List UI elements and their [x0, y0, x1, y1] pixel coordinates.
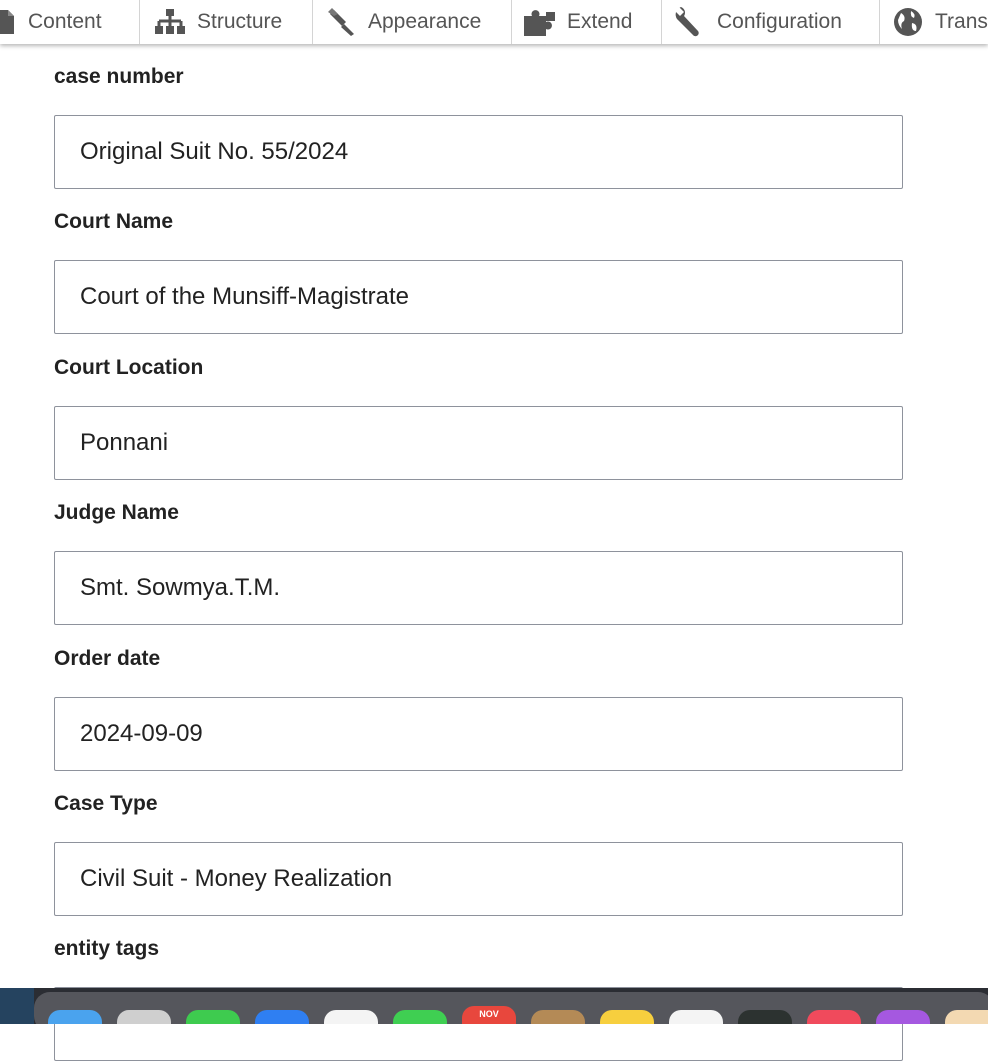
- toolbar-tab-configuration[interactable]: [662, 0, 880, 44]
- podcasts-icon[interactable]: [876, 1010, 930, 1024]
- order-date-label: Order date: [54, 647, 161, 670]
- toolbar-tab-label: Structure: [197, 10, 283, 33]
- case-type-label: Case Type: [54, 792, 158, 815]
- toolbar-tab-translation[interactable]: [880, 0, 988, 44]
- court-name-label: Court Name: [54, 210, 174, 233]
- mail-icon[interactable]: [255, 1010, 309, 1024]
- judge-name-input[interactable]: [54, 551, 903, 625]
- puzzle-icon: [524, 8, 555, 36]
- dock-area: [0, 988, 988, 1024]
- reminders-icon[interactable]: [669, 1010, 723, 1024]
- toolbar-tab-structure[interactable]: [140, 0, 313, 44]
- finder-icon[interactable]: [48, 1010, 102, 1024]
- order-date-input[interactable]: [54, 697, 903, 771]
- toolbar-tab-extend[interactable]: [512, 0, 662, 44]
- sitemap-icon: [155, 9, 185, 35]
- messages-icon[interactable]: [186, 1010, 240, 1024]
- notes-icon[interactable]: [600, 1010, 654, 1024]
- wrench-icon: [675, 7, 705, 37]
- photos-icon[interactable]: [324, 1010, 378, 1024]
- contacts-icon[interactable]: [531, 1010, 585, 1024]
- file-icon: [0, 10, 16, 34]
- toolbar-tab-label: Content: [28, 10, 102, 33]
- admin-toolbar: [0, 0, 988, 44]
- calendar-month-label: NOV: [479, 1009, 499, 1019]
- app-icon[interactable]: [945, 1010, 988, 1024]
- entity-tags-label: entity tags: [54, 937, 160, 960]
- facetime-icon[interactable]: [393, 1010, 447, 1024]
- toolbar-tab-label: Appearance: [368, 10, 482, 33]
- court-location-input[interactable]: [54, 406, 903, 480]
- case-number-label: case number: [54, 65, 184, 88]
- case-number-input[interactable]: [54, 115, 903, 189]
- toolbar-tab-label: Configuration: [717, 10, 842, 33]
- paintbrush-icon: [326, 8, 356, 36]
- toolbar-tab-label: Trans: [935, 10, 988, 33]
- music-icon[interactable]: [807, 1010, 861, 1024]
- terminal-icon[interactable]: [738, 1010, 792, 1024]
- calendar-icon[interactable]: [462, 1006, 516, 1024]
- toolbar-tab-label: Extend: [567, 10, 633, 33]
- toolbar-tab-content[interactable]: [0, 0, 140, 44]
- globe-icon: [893, 7, 923, 37]
- toolbar-tab-appearance[interactable]: [313, 0, 512, 44]
- judge-name-label: Judge Name: [54, 501, 179, 524]
- desktop-wallpaper-strip: [0, 988, 34, 1024]
- launchpad-icon[interactable]: [117, 1010, 171, 1024]
- case-type-input[interactable]: [54, 842, 903, 916]
- court-name-input[interactable]: [54, 260, 903, 334]
- court-location-label: Court Location: [54, 356, 204, 379]
